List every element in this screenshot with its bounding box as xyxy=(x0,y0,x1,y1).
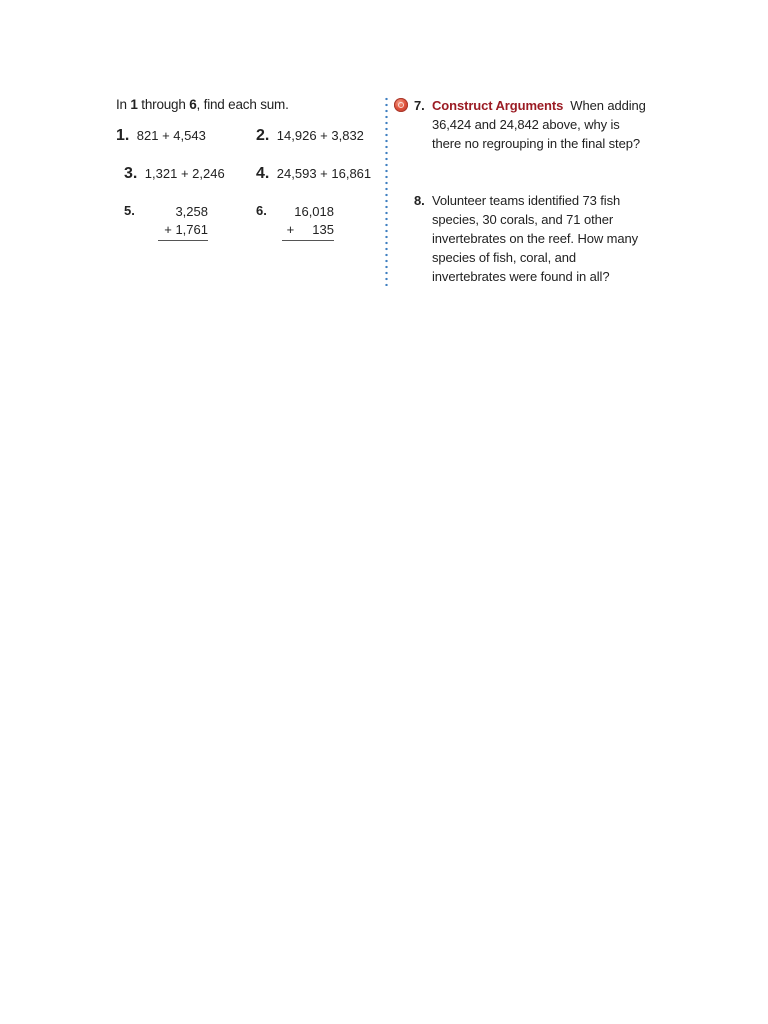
exercise-1 xyxy=(116,127,206,145)
exercise-2 xyxy=(256,127,364,145)
exercise-expression: 821 + 4,543 xyxy=(136,128,206,143)
exercise-4 xyxy=(256,165,371,183)
instructions-suffix: , find each sum. xyxy=(196,97,289,112)
instructions-prefix: In xyxy=(116,97,131,112)
sum-line xyxy=(158,240,208,241)
instructions-start: 1 xyxy=(130,97,138,112)
instructions xyxy=(116,96,378,114)
exercise-number: 5. xyxy=(124,203,135,218)
addend-bottom: + 135 xyxy=(286,222,334,237)
exercise-expression: 24,593 + 16,861 xyxy=(276,166,372,181)
problem-number: 7. xyxy=(414,98,425,113)
problem-7 xyxy=(392,96,652,176)
exercise-6 xyxy=(256,203,351,243)
addend-top: 3,258 xyxy=(175,204,208,219)
exercise-column xyxy=(116,96,378,237)
problem-text xyxy=(432,96,647,153)
addend-top: 16,018 xyxy=(294,204,334,219)
problem-text xyxy=(432,191,647,286)
exercise-number: 1. xyxy=(116,127,130,144)
exercise-number: 4. xyxy=(256,165,270,182)
exercise-number: 3. xyxy=(124,165,138,182)
problem-body: When adding 36,424 and 24,842 above, why is there no regrouping in the final step? xyxy=(432,98,646,151)
exercise-5 xyxy=(124,203,219,243)
problem-number: 8. xyxy=(414,193,425,208)
practice-label: Construct Arguments xyxy=(432,98,564,113)
exercise-expression: 1,321 + 2,246 xyxy=(144,166,225,181)
exercise-expression: 14,926 + 3,832 xyxy=(276,128,364,143)
instructions-middle: through xyxy=(137,97,190,112)
addend-bottom: + 1,761 xyxy=(164,222,208,237)
column-divider xyxy=(385,96,388,286)
problem-body: Volunteer teams identified 73 fish species, 30 corals, and 71 other invertebrates on the reef. How many species of fish, coral, and invertebrates were found in all? xyxy=(432,193,639,284)
exercise-number: 6. xyxy=(256,203,267,218)
problem-8 xyxy=(392,191,652,291)
sum-line xyxy=(282,240,334,241)
exercise-3 xyxy=(124,165,225,183)
exercise-number: 2. xyxy=(256,127,270,144)
math-practice-icon xyxy=(394,98,408,112)
instructions-end: 6 xyxy=(189,97,197,112)
